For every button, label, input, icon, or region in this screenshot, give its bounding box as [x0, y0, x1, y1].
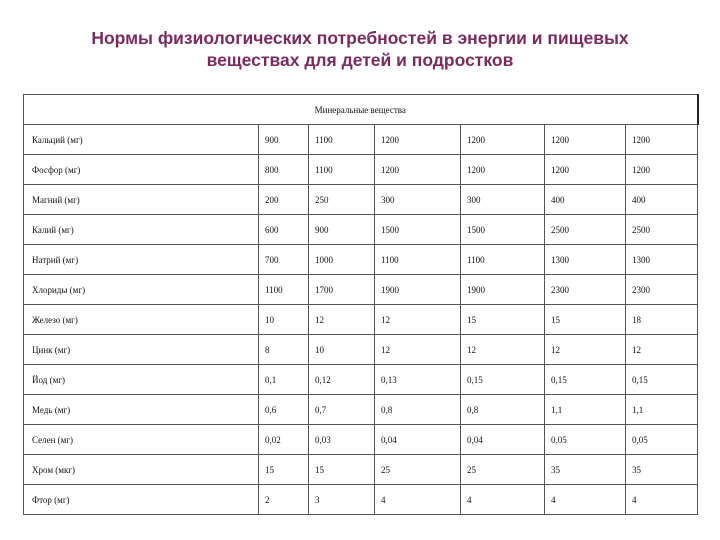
value-cell: 35 — [626, 455, 698, 485]
nutrient-name-cell: Цинк (мг) — [24, 335, 259, 365]
value-cell: 2300 — [626, 275, 698, 305]
value-cell: 15 — [545, 305, 626, 335]
value-cell: 0,02 — [259, 425, 309, 455]
value-cell: 0,04 — [375, 425, 461, 455]
value-cell: 0,15 — [545, 365, 626, 395]
value-cell: 1300 — [626, 245, 698, 275]
value-cell: 2300 — [545, 275, 626, 305]
value-cell: 1000 — [309, 245, 375, 275]
table-row — [24, 335, 698, 365]
value-cell: 12 — [461, 335, 545, 365]
table-row — [24, 455, 698, 485]
value-cell: 1200 — [545, 155, 626, 185]
value-cell: 700 — [259, 245, 309, 275]
value-cell: 1500 — [375, 215, 461, 245]
value-cell: 0,03 — [309, 425, 375, 455]
page-title — [40, 27, 680, 71]
value-cell: 1200 — [626, 125, 698, 155]
value-cell: 0,7 — [309, 395, 375, 425]
value-cell: 12 — [375, 305, 461, 335]
value-cell: 1100 — [259, 275, 309, 305]
nutrient-name-cell: Калий (мг) — [24, 215, 259, 245]
table-row — [24, 365, 698, 395]
value-cell: 10 — [259, 305, 309, 335]
value-cell: 1200 — [375, 125, 461, 155]
value-cell: 1100 — [309, 155, 375, 185]
value-cell: 600 — [259, 215, 309, 245]
value-cell: 0,12 — [309, 365, 375, 395]
table-row — [24, 485, 698, 515]
value-cell: 12 — [545, 335, 626, 365]
value-cell: 1700 — [309, 275, 375, 305]
value-cell: 4 — [545, 485, 626, 515]
value-cell: 0,15 — [626, 365, 698, 395]
value-cell: 2500 — [626, 215, 698, 245]
page-title-line-2: веществах для детей и подростков — [206, 50, 514, 70]
table-row — [24, 395, 698, 425]
nutrient-name-cell: Хром (мкг) — [24, 455, 259, 485]
value-cell: 1200 — [461, 125, 545, 155]
value-cell: 1,1 — [626, 395, 698, 425]
table-body — [24, 125, 698, 515]
value-cell: 35 — [545, 455, 626, 485]
value-cell: 2 — [259, 485, 309, 515]
value-cell: 25 — [461, 455, 545, 485]
table-header-row — [24, 95, 698, 125]
value-cell: 800 — [259, 155, 309, 185]
table-row — [24, 275, 698, 305]
value-cell: 300 — [461, 185, 545, 215]
nutrient-name-cell: Магний (мг) — [24, 185, 259, 215]
value-cell: 1100 — [375, 245, 461, 275]
value-cell: 1100 — [461, 245, 545, 275]
nutrient-name-cell: Хлориды (мг) — [24, 275, 259, 305]
nutrient-name-cell: Медь (мг) — [24, 395, 259, 425]
value-cell: 3 — [309, 485, 375, 515]
table-row — [24, 125, 698, 155]
value-cell: 400 — [545, 185, 626, 215]
value-cell: 10 — [309, 335, 375, 365]
minerals-table — [23, 94, 699, 515]
table-row — [24, 185, 698, 215]
value-cell: 1900 — [375, 275, 461, 305]
value-cell: 250 — [309, 185, 375, 215]
value-cell: 0,8 — [461, 395, 545, 425]
nutrient-name-cell: Селен (мг) — [24, 425, 259, 455]
value-cell: 12 — [626, 335, 698, 365]
section-header: Минеральные вещества — [24, 95, 698, 125]
nutrient-name-cell: Кальций (мг) — [24, 125, 259, 155]
value-cell: 1200 — [375, 155, 461, 185]
page-title-line-1: Нормы физиологических потребностей в энергии и пищевых — [91, 28, 629, 48]
value-cell: 0,8 — [375, 395, 461, 425]
value-cell: 0,15 — [461, 365, 545, 395]
value-cell: 400 — [626, 185, 698, 215]
value-cell: 900 — [309, 215, 375, 245]
value-cell: 300 — [375, 185, 461, 215]
table-row — [24, 155, 698, 185]
value-cell: 1900 — [461, 275, 545, 305]
value-cell: 0,05 — [626, 425, 698, 455]
value-cell: 15 — [259, 455, 309, 485]
value-cell: 1200 — [461, 155, 545, 185]
value-cell: 0,05 — [545, 425, 626, 455]
value-cell: 0,04 — [461, 425, 545, 455]
value-cell: 25 — [375, 455, 461, 485]
value-cell: 0,13 — [375, 365, 461, 395]
value-cell: 4 — [461, 485, 545, 515]
table-row — [24, 305, 698, 335]
table-row — [24, 215, 698, 245]
table-row — [24, 245, 698, 275]
value-cell: 12 — [309, 305, 375, 335]
value-cell: 2500 — [545, 215, 626, 245]
nutrient-name-cell: Натрий (мг) — [24, 245, 259, 275]
value-cell: 1200 — [626, 155, 698, 185]
value-cell: 1,1 — [545, 395, 626, 425]
value-cell: 15 — [461, 305, 545, 335]
value-cell: 0,6 — [259, 395, 309, 425]
value-cell: 8 — [259, 335, 309, 365]
value-cell: 1100 — [309, 125, 375, 155]
value-cell: 1200 — [545, 125, 626, 155]
nutrient-name-cell: Фосфор (мг) — [24, 155, 259, 185]
value-cell: 15 — [309, 455, 375, 485]
value-cell: 4 — [626, 485, 698, 515]
value-cell: 900 — [259, 125, 309, 155]
value-cell: 1300 — [545, 245, 626, 275]
value-cell: 0,1 — [259, 365, 309, 395]
value-cell: 18 — [626, 305, 698, 335]
nutrient-name-cell: Йод (мг) — [24, 365, 259, 395]
nutrient-name-cell: Железо (мг) — [24, 305, 259, 335]
table-row — [24, 425, 698, 455]
value-cell: 200 — [259, 185, 309, 215]
value-cell: 12 — [375, 335, 461, 365]
value-cell: 1500 — [461, 215, 545, 245]
value-cell: 4 — [375, 485, 461, 515]
nutrient-name-cell: Фтор (мг) — [24, 485, 259, 515]
